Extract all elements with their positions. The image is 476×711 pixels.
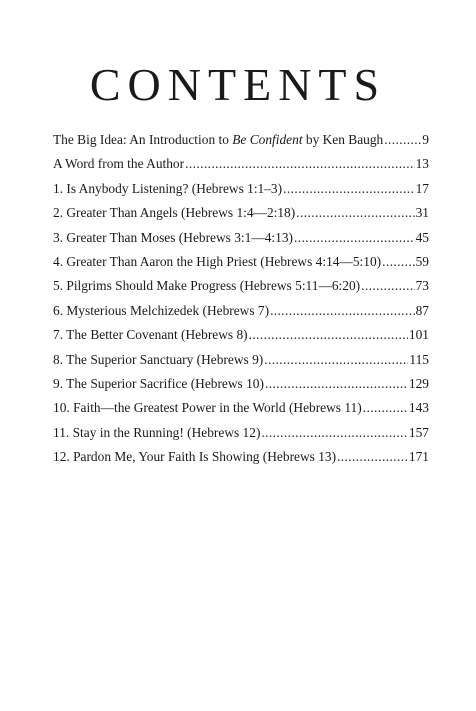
dot-leader: [283, 181, 415, 197]
dot-leader: [382, 254, 414, 270]
page-title: CONTENTS: [89, 59, 387, 110]
toc-entry-title: 6. Mysterious Melchizedek (Hebrews 7): [53, 302, 270, 318]
toc-entry-page-number: 17: [415, 180, 429, 196]
toc-entry-page-number: 73: [415, 278, 429, 294]
toc-entry-title: A Word from the Author: [53, 156, 185, 172]
toc-entry-page-number: 143: [408, 400, 429, 416]
toc-entry[interactable]: [53, 278, 429, 302]
toc-entry-title: 11. Stay in the Running! (Hebrews 12): [53, 424, 261, 440]
toc-entry-title: 5. Pilgrims Should Make Progress (Hebrews 5:11—6:20): [53, 278, 361, 294]
toc-entry-page-number: 9: [422, 132, 429, 147]
toc-entry-page-number: 129: [408, 375, 429, 391]
toc-entry-title: 9. The Superior Sacrifice (Hebrews 10): [53, 375, 264, 391]
toc-entry-page-number: 157: [408, 424, 429, 440]
toc-entry-page-number: 87: [415, 302, 429, 318]
dot-leader: [185, 156, 415, 172]
table-of-contents: [53, 132, 429, 473]
toc-entry-title: 2. Greater Than Angels (Hebrews 1:4—2:18): [53, 205, 296, 221]
toc-entry-title: The Big Idea: An Introduction to Be Confident by Ken Baugh: [53, 132, 384, 147]
toc-entry[interactable]: [53, 181, 429, 205]
toc-entry-page-number: 101: [408, 327, 429, 343]
toc-entry[interactable]: [53, 352, 429, 376]
dot-leader: [270, 303, 415, 319]
dot-leader: [261, 425, 408, 441]
toc-entry-title: 4. Greater Than Aaron the High Priest (Hebrews 4:14—5:10): [53, 253, 382, 269]
dot-leader: [296, 205, 414, 221]
toc-entry-title: 8. The Superior Sanctuary (Hebrews 9): [53, 351, 264, 367]
dot-leader: [264, 352, 408, 368]
toc-entry-page-number: 13: [415, 156, 429, 172]
dot-leader: [294, 230, 415, 246]
dot-leader: [337, 449, 408, 465]
toc-entry-page-number: 59: [415, 253, 429, 269]
toc-entry[interactable]: [53, 327, 429, 351]
toc-entry-page-number: 31: [415, 205, 429, 221]
toc-entry[interactable]: [53, 303, 429, 327]
toc-entry[interactable]: [53, 400, 429, 424]
toc-entry-page-number: 45: [415, 229, 429, 245]
toc-entry-title: 10. Faith—the Greatest Power in the World (Hebrews 11): [53, 400, 362, 416]
toc-entry[interactable]: [53, 449, 429, 473]
toc-entry[interactable]: [53, 156, 429, 180]
toc-entry[interactable]: [53, 425, 429, 449]
dot-leader: [384, 132, 421, 148]
toc-entry-page-number: 171: [408, 449, 429, 465]
dot-leader: [265, 376, 408, 392]
toc-entry[interactable]: [53, 205, 429, 229]
toc-entry-title: 3. Greater Than Moses (Hebrews 3:1—4:13): [53, 229, 293, 245]
dot-leader: [363, 400, 408, 416]
toc-entry[interactable]: [53, 254, 429, 278]
toc-entry[interactable]: [53, 376, 429, 400]
toc-entry-title: 1. Is Anybody Listening? (Hebrews 1:1–3): [53, 180, 283, 196]
toc-entry-title: 12. Pardon Me, Your Faith Is Showing (Hebrews 13): [53, 449, 337, 465]
toc-entry[interactable]: [53, 230, 429, 254]
dot-leader: [361, 278, 415, 294]
toc-entry-page-number: 115: [409, 351, 429, 367]
dot-leader: [249, 327, 408, 343]
toc-entry[interactable]: [53, 132, 429, 156]
toc-entry-title: 7. The Better Covenant (Hebrews 8): [53, 327, 248, 343]
